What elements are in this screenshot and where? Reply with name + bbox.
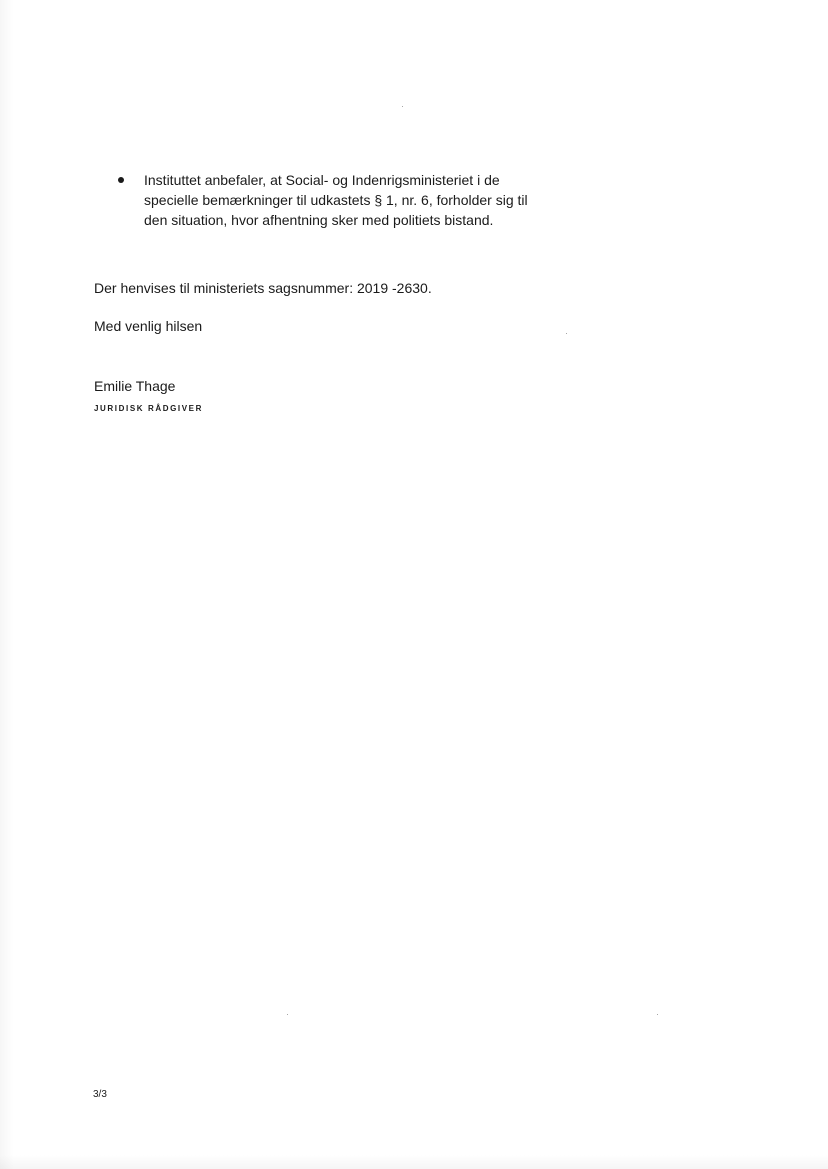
bullet-dot-icon <box>118 177 124 183</box>
signature-name: Emilie Thage <box>94 378 176 394</box>
case-reference-line: Der henvises til ministeriets sagsnummer: 2019 -2630. <box>94 280 432 296</box>
scan-shadow-bottom <box>0 1155 828 1169</box>
scan-speck <box>287 1014 288 1015</box>
bullet-line-1: Instituttet anbefaler, at Social- og Indenrigsministeriet i de <box>144 172 500 188</box>
scan-speck <box>402 106 403 107</box>
scan-speck <box>566 333 567 334</box>
bullet-list-item <box>118 170 578 230</box>
bullet-line-2: specielle bemærkninger til udkastets § 1, nr. 6, forholder sig til <box>144 192 528 208</box>
bullet-line-3: den situation, hvor afhentning sker med politiets bistand. <box>144 212 494 228</box>
page-number: 3/3 <box>93 1089 107 1100</box>
closing-greeting: Med venlig hilsen <box>94 318 203 334</box>
bullet-text <box>144 170 578 230</box>
signature-title: JURIDISK RÅDGIVER <box>94 404 203 413</box>
scan-speck <box>657 1014 658 1015</box>
scan-shadow-left <box>0 0 14 1169</box>
